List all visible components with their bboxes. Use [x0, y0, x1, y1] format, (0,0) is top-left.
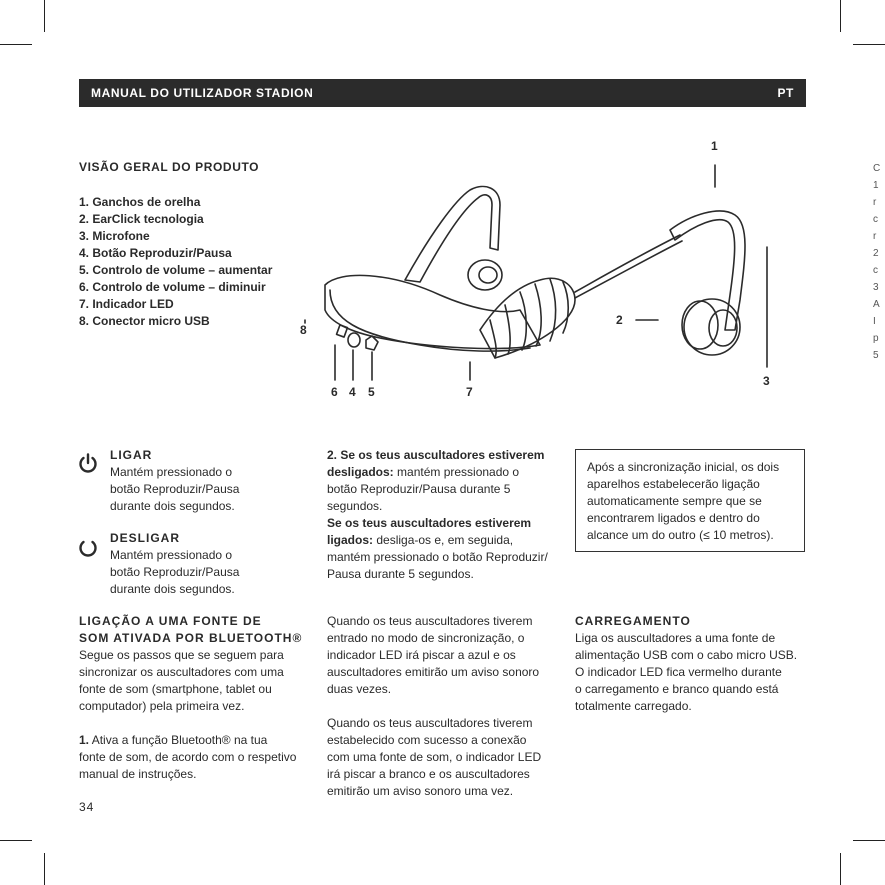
- power-on-section: [110, 447, 239, 515]
- power-off-line: botão Reproduzir/Pausa: [110, 565, 240, 579]
- led-text: Quando os teus auscultadores tiverem: [327, 716, 533, 730]
- part-item: 7. Indicador LED: [79, 297, 174, 311]
- edge-char: c: [873, 265, 878, 276]
- charging-section: [575, 613, 797, 715]
- led-info-section: [327, 613, 541, 800]
- edge-char: 5: [873, 350, 879, 361]
- edge-char: C: [873, 163, 881, 174]
- charging-title: CARREGAMENTO: [575, 614, 691, 628]
- callout-3: 3: [763, 374, 770, 388]
- power-off-line: Mantém pressionado o: [110, 548, 233, 562]
- part-item: 3. Microfone: [79, 229, 150, 243]
- language-code: PT: [777, 86, 794, 100]
- power-off-icon: [77, 537, 99, 559]
- led-text: irá piscar a branco e os auscultadores: [327, 767, 530, 781]
- auto-connect-note: [575, 449, 805, 552]
- part-item: 8. Conector micro USB: [79, 314, 210, 328]
- note-line: encontrarem ligados e dentro do: [587, 511, 760, 525]
- led-text: Quando os teus auscultadores tiverem: [327, 614, 533, 628]
- step2-text: mantém pressionado o botão Reproduzir/: [327, 550, 548, 564]
- edge-char: r: [873, 197, 877, 208]
- power-off-title: DESLIGAR: [110, 531, 181, 545]
- manual-title: MANUAL DO UTILIZADOR STADION: [91, 86, 314, 100]
- callout-8: 8: [300, 323, 307, 337]
- note-line: automaticamente sempre que se: [587, 494, 762, 508]
- right-earhook: [670, 211, 745, 330]
- power-off-section: [110, 530, 239, 598]
- edge-char: 1: [873, 180, 879, 191]
- led-text: indicador LED irá piscar a azul e os: [327, 648, 516, 662]
- note-line: aparelhos estabelecerão ligação: [587, 477, 760, 491]
- power-on-line: durante dois segundos.: [110, 499, 235, 513]
- edge-char: I: [873, 316, 876, 327]
- step2-condition-off: desligados:: [327, 465, 394, 479]
- volume-rocker: [366, 336, 378, 350]
- callout-1: 1: [711, 139, 718, 153]
- part-item: 2. EarClick tecnologia: [79, 212, 204, 226]
- step2-condition-on: ligados:: [327, 533, 374, 547]
- step2-text: botão Reproduzir/Pausa durante 5: [327, 482, 511, 496]
- play-pause-button: [348, 333, 360, 347]
- note-line: alcance um do outro (≤ 10 metros).: [587, 528, 774, 542]
- charging-text: totalmente carregado.: [575, 699, 692, 713]
- led-text: duas vezes.: [327, 682, 392, 696]
- power-off-line: durante dois segundos.: [110, 582, 235, 596]
- callout-7: 7: [466, 385, 473, 399]
- step1-text: manual de instruções.: [79, 767, 197, 781]
- part-item: 4. Botão Reproduzir/Pausa: [79, 246, 232, 260]
- power-on-title: LIGAR: [110, 448, 153, 462]
- overview-title: VISÃO GERAL DO PRODUTO: [79, 160, 260, 174]
- led-text: estabelecido com sucesso a conexão: [327, 733, 527, 747]
- edge-char: r: [873, 231, 877, 242]
- step2-heading: 2. Se os teus auscultadores estiverem: [327, 448, 545, 462]
- note-line: Após a sincronização inicial, os dois: [587, 460, 780, 474]
- power-on-line: Mantém pressionado o: [110, 465, 233, 479]
- page-number: 34: [79, 800, 95, 814]
- step1-text: fonte de som, de acordo com o respetivo: [79, 750, 297, 764]
- power-on-line: botão Reproduzir/Pausa: [110, 482, 240, 496]
- pairing-text: sincronizar os auscultadores com uma: [79, 665, 284, 679]
- edge-char: c: [873, 214, 878, 225]
- led-text: auscultadores emitirão um aviso sonoro: [327, 665, 540, 679]
- step2-heading-on: Se os teus auscultadores estiverem: [327, 516, 532, 530]
- step2-text: desliga-os e, em seguida,: [373, 533, 514, 547]
- callout-5: 5: [368, 385, 375, 399]
- step2-section: [327, 447, 548, 583]
- part-item: 6. Controlo de volume – diminuir: [79, 280, 266, 294]
- step2-text: mantém pressionado o: [393, 465, 520, 479]
- charging-text: Liga os auscultadores a uma fonte de: [575, 631, 776, 645]
- edge-char: p: [873, 333, 879, 344]
- pairing-text: computador) pela primeira vez.: [79, 699, 245, 713]
- pairing-title: LIGAÇÃO A UMA FONTE DE: [79, 614, 262, 628]
- edge-char: 3: [873, 282, 879, 293]
- led-text: entrado no modo de sincronização, o: [327, 631, 525, 645]
- cable-coil: [480, 278, 575, 358]
- step1-number: 1.: [79, 733, 90, 747]
- charging-text: o carregamento e branco quando está: [575, 682, 779, 696]
- pairing-section: [79, 613, 302, 783]
- led-text: com uma fonte de som, o indicador LED: [327, 750, 542, 764]
- callout-2: 2: [616, 313, 623, 327]
- step2-text: Pausa durante 5 segundos.: [327, 567, 474, 581]
- part-item: 5. Controlo de volume – aumentar: [79, 263, 273, 277]
- step2-text: segundos.: [327, 499, 383, 513]
- edge-char: 2: [873, 248, 879, 259]
- pairing-title: SOM ATIVADA POR BLUETOOTH®: [79, 631, 303, 645]
- callout-4: 4: [349, 385, 356, 399]
- step1-text: Ativa a função Bluetooth® na tua: [89, 733, 268, 747]
- pairing-text: Segue os passos que se seguem para: [79, 648, 284, 662]
- led-text: emitirão um aviso sonoro uma vez.: [327, 784, 514, 798]
- part-item: 1. Ganchos de orelha: [79, 195, 201, 209]
- edge-char: A: [873, 299, 880, 310]
- power-on-icon: [77, 452, 99, 474]
- headband: [325, 275, 540, 348]
- callout-6: 6: [331, 385, 338, 399]
- charging-text: alimentação USB com o cabo micro USB.: [575, 648, 798, 662]
- charging-text: O indicador LED fica vermelho durante: [575, 665, 782, 679]
- cable: [575, 235, 680, 292]
- pairing-text: fonte de som (smartphone, tablet ou: [79, 682, 272, 696]
